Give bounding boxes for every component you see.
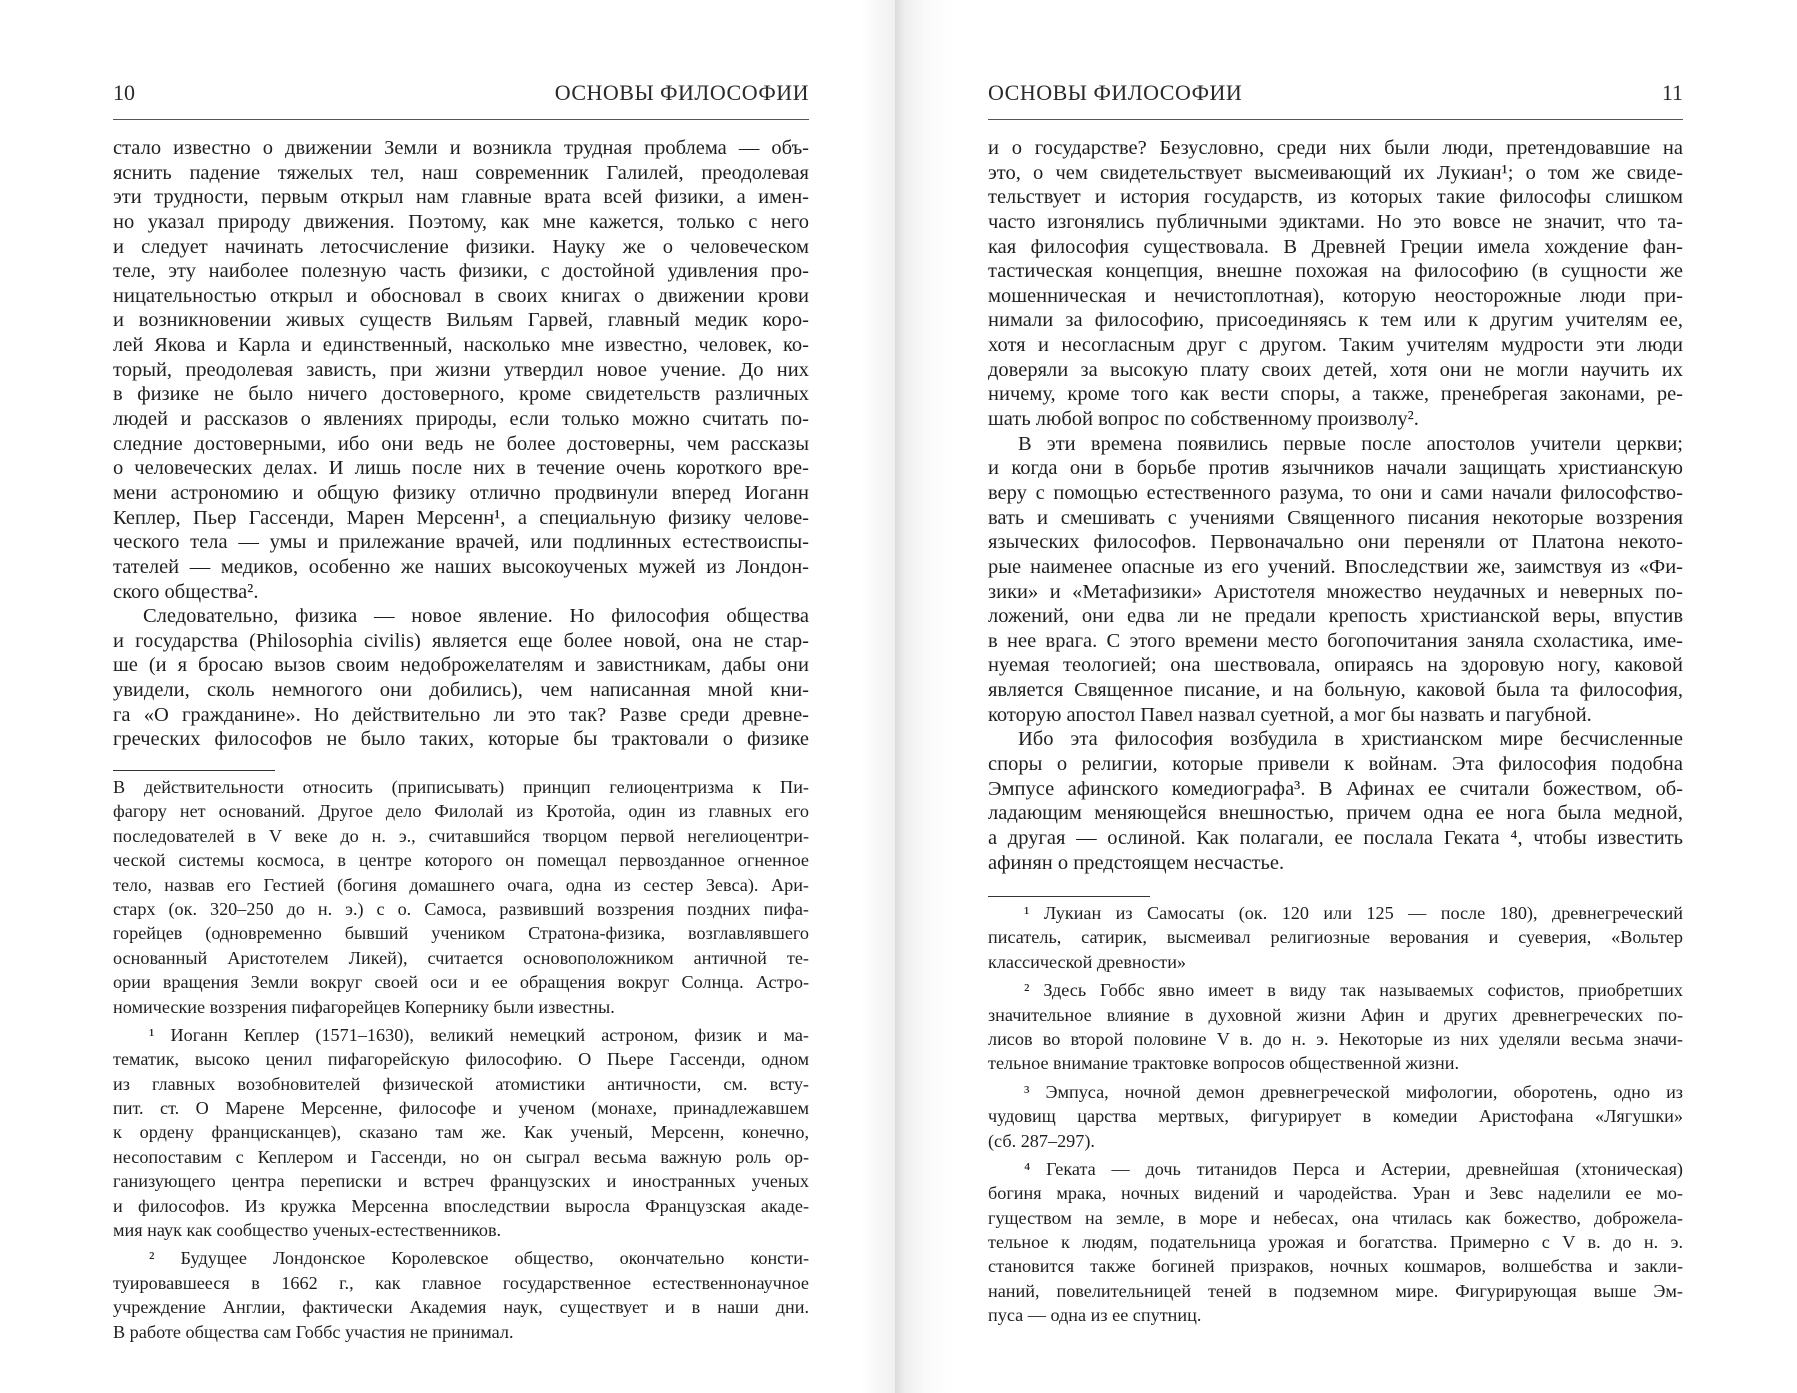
text-line: споры о религии, которые привели к войнам. Эта философия подобна — [988, 753, 1683, 776]
text-line: следние достоверными, ибо они ведь не более достоверны, чем рассказы — [113, 432, 809, 455]
text-line: чудовищ царства мертвых, фигурирует в комедии Аристофана «Лягушки» — [988, 1106, 1683, 1127]
text-line: доверяли за высокую плату своих детей, хотя они не могли научить их — [988, 358, 1683, 381]
page-number: 10 — [113, 80, 135, 105]
text-line: ¹ Лукиан из Самосаты (ок. 120 или 125 — после 180), древнегреческий — [1024, 903, 1683, 923]
text-line: эти трудности, первым открыл нам главные врата всей физики, а имен- — [113, 186, 809, 209]
text-line: в физике не было ничего достоверного, кроме свидетельств различных — [113, 383, 809, 406]
text-line: становится также богиней призраков, ночных кошмаров, волшебства и закли- — [988, 1256, 1683, 1277]
text-line: тело, назвав его Гестией (богиня домашнего очага, одна из сестер Зевса). Ари- — [113, 874, 809, 895]
text-line: га «О гражданине». Но действительно ли это так? Разве среди древне- — [113, 703, 809, 726]
text-line: тателей — медиков, особенно же наших высокоученых мужей из Лондон- — [113, 555, 809, 578]
running-head: ОСНОВЫ ФИЛОСОФИИ — [988, 80, 1243, 105]
text-line: ¹ Иоганн Кеплер (1571–1630), великий немецкий астроном, физик и ма- — [149, 1024, 809, 1045]
text-line: Ибо эта философия возбудила в христианском мире бесчисленные — [1018, 728, 1683, 751]
text-line: стало известно о движении Земли и возникла трудная проблема — объ- — [113, 137, 809, 159]
text-line: горейцев (одновременно бывший учеником Стратона-физика, возглавлявшего — [113, 923, 809, 944]
footnote — [988, 901, 1683, 974]
text-line: и философов. Из кружка Мерсенна впоследствии выросла Французская акаде- — [113, 1195, 809, 1216]
text-line: тельное внимание трактовке вопросов общественной жизни. — [988, 1053, 1460, 1074]
footnote-rule — [113, 770, 275, 771]
text-line: мени астрономию и общую физику отлично продвинули вперед Иоганн — [113, 481, 809, 504]
text-line: часто изгонялись публичными эдиктами. Но это вовсе не значит, что та- — [988, 210, 1683, 233]
text-line: тематик, высоко ценил пифагорейскую философию. О Пьере Гассенди, одном — [113, 1049, 809, 1070]
text-line: В эти времена появились первые после апостолов учители церкви; — [1018, 432, 1683, 455]
text-line: это, о чем свидетельствует высмеивающий их Лукиан¹; о том же свиде- — [988, 161, 1683, 184]
body-text — [113, 136, 809, 752]
text-line: вать и смешивать с учениями Священного писания некоторые воззрения — [988, 506, 1683, 529]
text-line: кая философия существовала. В Древней Греции имела хождение фан- — [988, 235, 1683, 258]
text-line: ничему, кроме того как вести споры, а также, пренебрегая законами, ре- — [988, 383, 1683, 406]
text-line: теле, эту наиболее полезную часть физики, с достойной удивления про- — [113, 260, 809, 283]
text-line: является Священное писание, и на больную, каковой была та философия, — [988, 679, 1683, 702]
text-line: и о государстве? Безусловно, среди них были люди, претендовавшие на — [988, 137, 1683, 159]
text-line: ше (и я бросаю вызов своим недоброжелателям и завистникам, дабы они — [113, 654, 809, 677]
header-rule — [113, 119, 809, 120]
text-line: ² Будущее Лондонское Королевское общество, окончательно консти- — [149, 1248, 809, 1269]
text-line: основанный Аристотелем Ликей), считается основоположником античной те- — [113, 947, 809, 968]
text-line: пит. ст. О Марене Мерсенне, философе и ученом (монахе, принадлежавшем — [113, 1098, 809, 1119]
text-line: тастическая концепция, внешне похожая на философию (в сущности же — [988, 260, 1683, 283]
text-line: торый, преодолевая зависть, при жизни утвердил новое учение. До них — [113, 358, 809, 381]
text-line: нуемая теологией; она шествовала, опираясь на здоровую ногу, каковой — [988, 654, 1683, 677]
text-line: фагору нет оснований. Другое дело Филолай из Кротойа, один из главных его — [113, 801, 809, 822]
paragraph — [988, 136, 1683, 432]
text-line: яснить падение тяжелых тел, наш современник Галилей, преодолевая — [113, 161, 809, 184]
text-line: и государства (Philosophia civilis) является еще более новой, она не стар- — [113, 629, 809, 652]
text-line: веру с помощью естественного разума, то они и сами начали философство- — [988, 481, 1683, 504]
paragraph — [988, 432, 1683, 728]
paragraph — [113, 136, 809, 604]
page-number: 11 — [1661, 80, 1683, 105]
footnote — [988, 1080, 1683, 1153]
text-line: ческой системы космоса, в центре которого он помещал первозданное огненное — [113, 850, 809, 871]
text-line: хотя и несогласным друг с другом. Таким учителям мудрости эти люди — [988, 334, 1683, 357]
text-line: ложений, они едва ли не предали крепость христианской веры, впустив — [988, 605, 1683, 628]
text-line: Следовательно, физика — новое явление. Но философия общества — [143, 605, 809, 628]
text-line: ³ Эмпуса, ночной демон древнегреческой мифологии, оборотень, одно из — [1024, 1081, 1683, 1102]
text-line: писатель, сатирик, высмеивал религиозные верования и суеверия, «Вольтер — [988, 927, 1683, 948]
text-line: ² Здесь Гоббс явно имеет в виду так называемых софистов, приобретших — [1024, 980, 1683, 1001]
text-line: наний, повелительницей теней в подземном мире. Фигурирующая выше Эм- — [988, 1280, 1683, 1301]
text-line: номические воззрения пифагорейцев Копернику были известны. — [113, 996, 615, 1017]
text-line: классической древности» — [988, 951, 1187, 972]
text-line: а другая — ослиной. Как полагали, ее послала Геката ⁴, чтобы известить — [988, 826, 1683, 849]
text-line: мия наук как сообщество ученых-естественников. — [113, 1220, 502, 1241]
header-rule — [988, 119, 1683, 120]
text-line: афинян о предстоящем несчастье. — [988, 851, 1285, 874]
text-line: ницательностью открыл и обосновал в своих книгах о движении крови — [113, 284, 809, 307]
text-line: и возникновении живых существ Вильям Гарвей, главный медик коро- — [113, 309, 809, 332]
left-page — [0, 0, 895, 1393]
text-line: и когда они в борьбе против язычников начали защищать христианскую — [988, 457, 1683, 480]
text-line: ладающим меняющейся внешностью, причем одна ее нога была медной, — [988, 802, 1683, 825]
footnotes — [113, 775, 809, 1344]
text-line: несопоставим с Кеплером и Гассенди, но он сыграл весьма важную роль ор- — [113, 1146, 809, 1167]
text-line: ского общества². — [113, 580, 259, 603]
text-line: пуса — одна из ее спутниц. — [988, 1305, 1202, 1326]
text-line: нимали за философию, присоединяясь к тем или к другим учителям ее, — [988, 309, 1683, 332]
text-line: шать любой вопрос по собственному произволу². — [988, 408, 1419, 431]
footnote — [988, 978, 1683, 1076]
running-head: ОСНОВЫ ФИЛОСОФИИ — [554, 80, 809, 105]
text-line: последователей в V веке до н. э., считавшийся творцом первой негелиоцентри- — [113, 825, 809, 846]
text-line: ории вращения Земли вокруг своей оси и ее обращения вокруг Солнца. Астро- — [113, 972, 809, 993]
text-line: В действительности относить (приписывать) принцип гелиоцентризма к Пи- — [113, 777, 809, 797]
text-line: из главных возобновителей физической атомистики античности, см. всту- — [113, 1073, 809, 1094]
text-line: но указал природу движения. Поэтому, как мне кажется, только с него — [113, 210, 809, 233]
footnote — [113, 1246, 809, 1344]
text-line: значительное влияние в духовной жизни Афин и других древнегреческих по- — [988, 1004, 1683, 1025]
text-line: туировавшееся в 1662 г., как главное государственное естественнонаучное — [113, 1272, 809, 1293]
text-line: которую апостол Павел назвал суетной, а мог бы назвать и пагубной. — [988, 703, 1592, 726]
text-line: языческих философов. Первоначально они переняли от Платона некото- — [988, 531, 1683, 554]
text-line: ⁴ Геката — дочь титанидов Перса и Астерии, древнейшая (хтоническая) — [1024, 1158, 1683, 1179]
text-line: рые наименее опасные из его учений. Впоследствии же, заимствуя из «Фи- — [988, 555, 1683, 578]
text-line: увидели, сколь немногого они добились), чем написанная мной кни- — [113, 679, 809, 702]
text-line: лей Якова и Карла и единственный, насколько мне известно, человек, ко- — [113, 334, 809, 357]
right-page — [895, 0, 1797, 1393]
text-line: Кеплер, Пьер Гассенди, Марен Мерсенн¹, а специальную физику челове- — [113, 506, 809, 529]
text-line: ческого тела — умы и прилежание врачей, или подлинных естествоиспы- — [113, 531, 809, 554]
text-line: тельствует и история государств, из которых такие философы слишком — [988, 186, 1683, 209]
footnote — [113, 1023, 809, 1243]
text-line: (сб. 287–297). — [988, 1130, 1095, 1151]
text-line: греческих философов не было таких, которые бы трактовали о физике — [113, 728, 809, 751]
text-line: мошенническая и нечистоплотная), которую неосторожные люди при- — [988, 284, 1683, 307]
text-line: и следует начинать летосчисление физики. Науку же о человеческом — [113, 235, 809, 258]
paragraph — [988, 727, 1683, 875]
text-line: учреждение Англии, фактически Академия наук, существует и в наши дни. — [113, 1297, 809, 1318]
text-line: лисов во второй половине V в. до н. э. Некоторые из них уделяли весьма значи- — [988, 1028, 1683, 1049]
text-line: старх (ок. 320–250 до н. э.) с о. Самоса, развивший воззрения поздних пифа- — [113, 898, 809, 919]
text-line: В работе общества сам Гоббс участия не принимал. — [113, 1321, 514, 1342]
footnotes — [988, 901, 1683, 1328]
text-line: к ордену францисканцев), сказано там же. Как ученый, Мерсенн, конечно, — [113, 1122, 809, 1143]
text-line: гуществом на земле, в море и небесах, она чтилась как божество, доброжела- — [988, 1207, 1683, 1228]
footnote — [113, 775, 809, 1019]
text-line: богиня мрака, ночных видений и чародейства. Уран и Зевс наделили ее мо- — [988, 1183, 1683, 1204]
footnote — [988, 1157, 1683, 1328]
text-line: людей и рассказов о явлениях природы, если только можно считать по- — [113, 408, 809, 431]
text-line: зики» и «Метафизики» Аристотеля множество неудачных и неверных по- — [988, 580, 1683, 603]
body-text — [988, 136, 1683, 875]
paragraph — [113, 604, 809, 752]
text-line: о человеческих делах. И лишь после них в течение очень короткого вре- — [113, 457, 809, 480]
text-line: Эмпусе афинского комедиографа³. В Афинах ее считали божеством, об- — [988, 777, 1683, 800]
text-line: ганизующего центра переписки и встреч французских и иностранных ученых — [113, 1171, 809, 1192]
footnote-rule — [988, 896, 1150, 897]
text-line: тельное к людям, подательница урожая и богатства. Примерно с V в. до н. э. — [988, 1232, 1683, 1253]
text-line: в нее врага. С этого времени место богопочитания заняла схоластика, име- — [988, 629, 1683, 652]
